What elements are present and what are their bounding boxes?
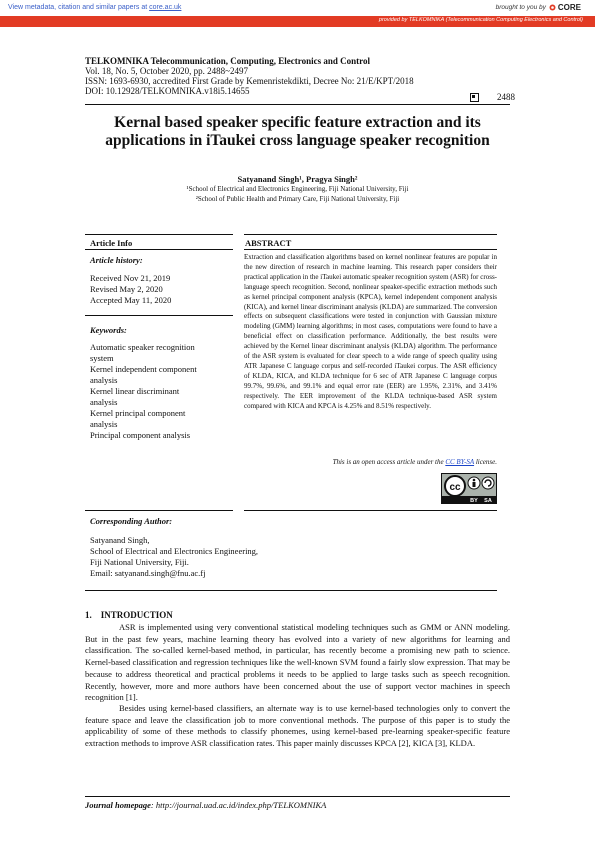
core-brought-by: brought to you by CORE	[495, 3, 581, 12]
keywords-list	[90, 342, 232, 441]
core-link[interactable]: core.ac.uk	[149, 4, 182, 11]
core-logo[interactable]: CORE	[549, 3, 581, 12]
paper-authors: Satyanand Singh¹, Pragya Singh²	[237, 174, 358, 184]
abstract-top-rule	[244, 234, 497, 235]
journal-title: TELKOMNIKA Telecommunication, Computing, Electronics and Control	[85, 56, 370, 66]
journal-homepage-url[interactable]: : http://journal.uad.ac.id/index.php/TELKOMNIKA	[150, 800, 327, 810]
cc-badge-icon	[441, 473, 497, 504]
intro-paragraph-1: ASR is implemented using very conventional statistical modeling techniques such as GMM or ANN modeling. But in the past few years, machine learning theory has evolved into a variety of new algorithms for learning and classification. The so-called kernel-based method, in particular, has recently become a promising new path to science. Kernel-based classification and regression techniques like the well-known SVM found a fairly slow expression. That may be because to address theoretical and practical problems it needs to be applied to large tasks such as speech recognition. Recently, however, more and more authors have been concerned about the use of support vector machines in speech recognition [1].	[85, 622, 510, 703]
keyword-item: system	[90, 353, 114, 363]
article-info-heading: Article Info	[90, 238, 133, 248]
introduction-heading: 1. INTRODUCTION	[85, 610, 173, 620]
affiliation-2: ²School of Public Health and Primary Care, Fiji National University, Fiji	[195, 195, 400, 203]
keywords-rule	[85, 315, 233, 316]
article-info-bottom-rule	[85, 510, 233, 511]
svg-text:cc: cc	[449, 482, 461, 493]
square-bullet-icon	[470, 93, 479, 102]
received-date: Received Nov 21, 2019	[90, 273, 171, 283]
corresponding-author-block	[90, 535, 258, 579]
article-dates	[90, 273, 171, 306]
abstract-text: Extraction and classification algorithms based on kernel nonlinear features are popular in the new direction of research in machine learning. This research paper considers their practical application in the iTaukei automatic speaker recognition system (ASR) for cross-language speech recognition. Second, nonlinear speaker-specific extraction methods such as kernel principal component analysis (KPCA), kernel independent component analysis (KICA), and kernel linear discriminant analysis (KLDA) are summarized. The conversion effects on subsequent classifications were tested in conjunction with Gaussian mixture modeling (GMM) learning algorithms; in most cases, computations were found to have a beneficial effect on classification performance. Additionally, the best results were achieved by the Kernel linear discriminant analysis (KLDA) algorithm. The performance of the ASR system is evaluated for clear speech to a wide range of speech quality using ATR Japanese C language corpus and self-recorded iTaukei corpus. The ASR efficiency of KLDA, KICA, and KLDA technique for 6 sec of ATR Japanese C language corpus 99.7%, 99.6%, and 99.1% and equal error rate (EER) are 1.95%, 2.31%, and 3.41% respectively. The EER improvement of the KLDA technique-based ASR system compared with KICA and KPCA is 4.25% and 8.51% respectively.	[244, 253, 497, 410]
keyword-item: analysis	[90, 397, 118, 407]
article-history-label: Article history:	[90, 255, 143, 265]
keyword-item: Principal component analysis	[90, 430, 191, 440]
footer-rule	[85, 796, 510, 797]
core-logo-icon	[549, 4, 556, 11]
journal-header	[85, 56, 515, 96]
cc-sa-label: SA	[484, 498, 492, 504]
core-provider-bar	[0, 16, 595, 27]
abstract-heading: ABSTRACT	[245, 238, 292, 248]
corresponding-dept: School of Electrical and Electronics Engineering,	[90, 546, 259, 556]
cc-by-sa-link[interactable]: CC BY-SA	[445, 458, 475, 466]
corresponding-bottom-rule	[85, 590, 497, 591]
journal-homepage	[85, 800, 326, 810]
article-info-top-rule	[85, 234, 233, 235]
keyword-item: Automatic speaker recognition	[90, 342, 195, 352]
keywords-label: Keywords:	[90, 325, 127, 335]
license-line: This is an open access article under the CC BY-SA license.	[332, 458, 497, 466]
cc-license-badge[interactable]	[441, 473, 497, 504]
journal-doi: DOI: 10.12928/TELKOMNIKA.v18i5.14655	[85, 86, 250, 96]
core-banner	[0, 0, 595, 28]
keyword-item: Kernel principal component	[90, 408, 186, 418]
header-divider	[85, 104, 510, 105]
corresponding-name: Satyanand Singh,	[90, 535, 150, 545]
affiliation-1: ¹School of Electrical and Electronics Engineering, Fiji National University, Fiji	[186, 185, 409, 193]
abstract-sub-rule	[244, 249, 497, 250]
revised-date: Revised May 2, 2020	[90, 284, 163, 294]
corresponding-author-label: Corresponding Author:	[90, 516, 173, 526]
intro-paragraph-2: Besides using kernel-based classifiers, an alternate way is to use kernel-based technologies only to convert the feature space and leave the classification job to more conventional methods. The purpose of this paper is to study the applicability of some of these methods to classify phonemes, using kernel-based pre-learning speaker-specific feature extraction methods to improve ASR classification rates. This paper mainly discusses KPCA [2], KICA [3], KLDA.	[85, 703, 510, 749]
core-metadata-text: View metadata, citation and similar papers at core.ac.uk	[8, 4, 182, 11]
accepted-date: Accepted May 11, 2020	[90, 295, 172, 305]
keyword-item: analysis	[90, 419, 118, 429]
page-number-block	[470, 92, 515, 102]
paper-title: Kernal based speaker specific feature extraction and its applications in iTaukei cross language speaker recognition	[105, 114, 490, 149]
corresponding-email: Email: satyanand.singh@fnu.ac.fj	[90, 568, 206, 578]
keyword-item: Kernel independent component	[90, 364, 197, 374]
keyword-item: Kernel linear discriminant	[90, 386, 180, 396]
page-number: 2488	[497, 92, 515, 102]
journal-homepage-label: Journal homepage	[85, 800, 151, 810]
core-provider-text: provided by TELKOMNIKA (Telecommunication Computing Electronics and Control)	[378, 17, 583, 23]
keyword-item: analysis	[90, 375, 118, 385]
journal-volume: Vol. 18, No. 5, October 2020, pp. 2488~2497	[85, 66, 248, 76]
article-info-sub-rule	[85, 249, 233, 250]
abstract-bottom-rule	[244, 510, 497, 511]
cc-by-label: BY	[470, 498, 478, 504]
corresponding-univ: Fiji National University, Fiji.	[90, 557, 189, 567]
journal-issn: ISSN: 1693-6930, accredited First Grade by Kemenristekdikti, Decree No: 21/E/KPT/2018	[85, 76, 414, 86]
